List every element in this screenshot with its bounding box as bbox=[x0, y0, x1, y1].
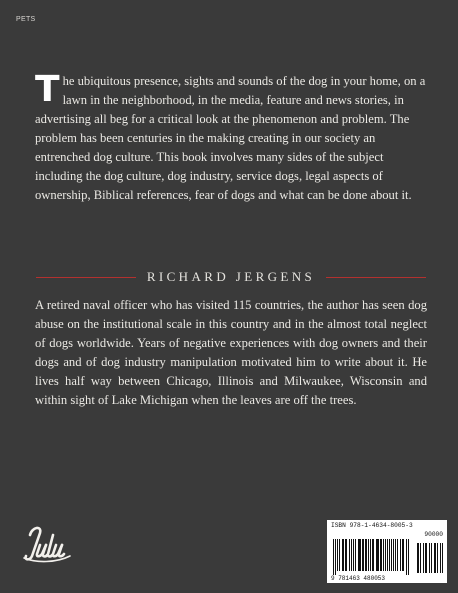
author-name: RICHARD JERGENS bbox=[146, 269, 316, 284]
book-description-text: he ubiquitous presence, sights and sounds of the dog in your home, on a lawn in the neighborhood, in the media, feature and news stories, in advertising all beg for a critical look at the phenomenon and problem. The problem has been centuries in the making creating in our society an entrenched dog culture. This book involves many sides of the subject including the dog culture, dog industry, service dogs, legal aspects of ownership, Biblical references, fear of dogs and what can be done about it. bbox=[35, 74, 426, 202]
isbn-number: ISBN 978-1-4634-8005-3 bbox=[331, 522, 413, 529]
lulu-logo-icon bbox=[20, 523, 74, 563]
barcode-bars bbox=[331, 539, 443, 575]
price-code: 90000 bbox=[424, 531, 443, 538]
author-heading bbox=[36, 267, 426, 287]
barcode-digits: 9 781463 480053 bbox=[331, 575, 386, 582]
author-bio: A retired naval officer who has visited 115 countries, the author has seen dog abuse on the institutional scale in this country and in the almost total neglect of dogs worldwide. Years of negative experiences with dog owners and their dogs and of dog industry manipulation motivated him to write about it. He lives half way between Chicago, Illinois and Milwaukee, Wisconsin and within sight of Lake Michigan when the leaves are off the trees. bbox=[35, 298, 427, 407]
drop-cap: T bbox=[35, 69, 60, 110]
isbn-barcode bbox=[327, 520, 447, 583]
right-divider bbox=[326, 277, 426, 278]
book-category: PETS bbox=[16, 16, 36, 23]
left-divider bbox=[36, 277, 136, 278]
book-description bbox=[35, 69, 427, 205]
